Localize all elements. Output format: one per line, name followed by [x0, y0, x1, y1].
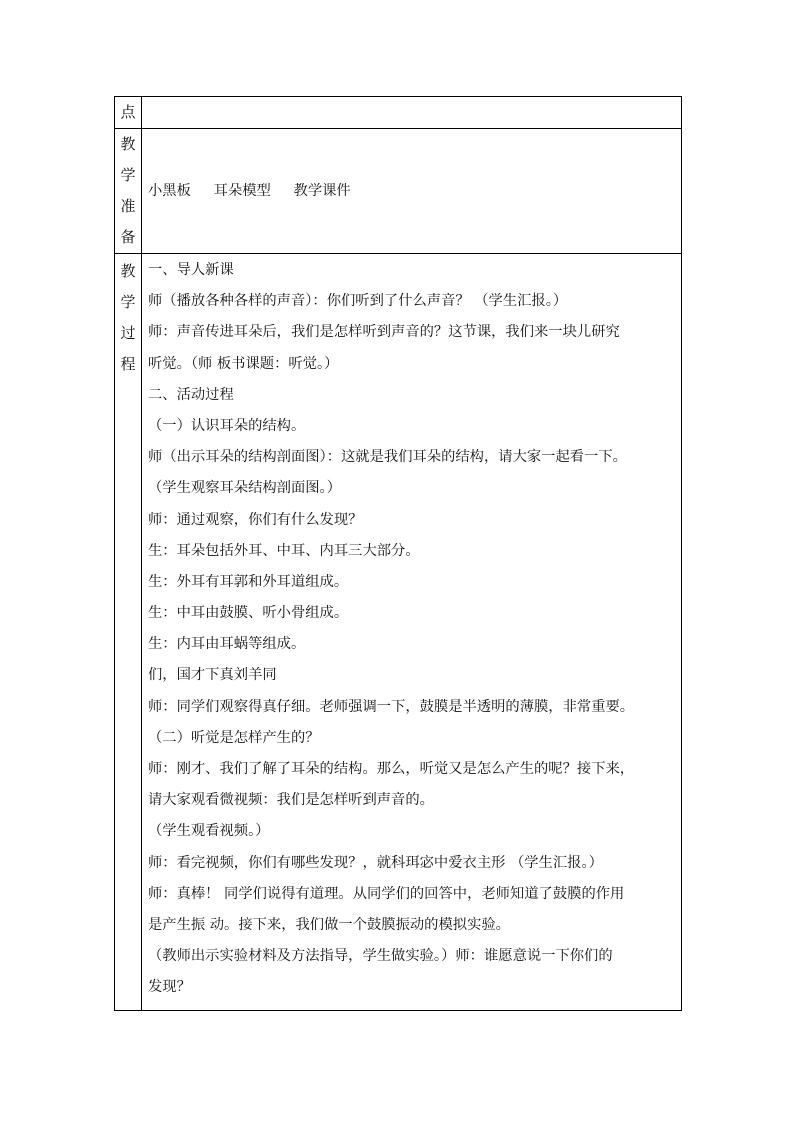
label-char: 过: [120, 324, 136, 342]
text-line: 师：通过观察，你们有什么发现？: [148, 511, 363, 528]
label-char: 点: [120, 103, 136, 121]
label-char: 准: [120, 197, 136, 215]
text-line: （二）听觉是怎样产生的？: [148, 729, 320, 746]
row-label-teaching-prep: [115, 129, 142, 254]
teaching-process-content: [142, 254, 682, 1011]
label-char: 程: [120, 355, 136, 373]
table-row-teaching-process: [115, 254, 682, 1011]
text-line: （学生观看视频。）: [148, 823, 270, 840]
label-char: 备: [120, 228, 136, 246]
label-char: 教: [120, 135, 136, 153]
text-line: 师：看完视频，你们有哪些发现？，就科珥宓中爱衣主形 （学生汇报。）: [148, 854, 603, 871]
label-char: 教: [120, 262, 136, 280]
table-row-key-point: [115, 97, 682, 129]
table-row-teaching-prep: [115, 129, 682, 254]
teaching-process-text: [148, 254, 681, 1010]
text-line: 师：真棒！ 同学们说得有道理。从同学们的回答中，老师知道了鼓膜的作用: [148, 885, 625, 902]
text-line: 师：声音传进耳朵后，我们是怎样听到声音的？这节课，我们来一块儿研究: [148, 324, 620, 341]
text-line: 生：外耳有耳郭和外耳道组成。: [148, 573, 349, 590]
text-line: 一、导人新课: [148, 262, 234, 278]
text-line: 请大家观看微视频：我们是怎样听到声音的。: [148, 792, 434, 809]
text-line: 师：同学们观察得真仔细。老师强调一下，鼓膜是半透明的薄膜，非常重要。: [148, 698, 635, 715]
text-line: 生：耳朵包括外耳、中耳、内耳三大部分。: [148, 542, 420, 559]
teaching-prep-materials: 小黑板 耳朵模型 教学课件: [148, 182, 351, 199]
text-line: （学生观察耳朵结构剖面图。）: [148, 480, 342, 497]
teaching-prep-content: [142, 129, 682, 254]
text-line: 师（出示耳朵的结构剖面图）：这就是我们耳朵的结构，请大家一起看一下。: [148, 449, 627, 466]
text-line: （教师出示实验材料及方法指导，学生做实验。）师：谁愿意说一下你们的: [148, 948, 613, 965]
label-char: 学: [120, 293, 136, 311]
text-line: 们，国才下真刘羊同: [148, 667, 277, 684]
text-line: （一）认识耳朵的结构。: [148, 417, 306, 434]
text-line: 是产生振 动。接下来，我们做一个鼓膜振动的模拟实验。: [148, 916, 510, 933]
row-label-key-point: [115, 97, 142, 129]
text-line: 师：刚才、我们了解了耳朵的结构。那么，听觉又是怎么产生的呢？接下来，: [148, 761, 635, 777]
text-line: 师（播放各种各样的声音）：你们听到了什么声音？ （学生汇报。）: [148, 293, 568, 310]
text-line: 二、活动过程: [148, 386, 234, 403]
row-label-teaching-process: [115, 254, 142, 1011]
lesson-plan-table: [114, 96, 682, 1011]
key-point-content: [142, 97, 682, 129]
text-line: 生：中耳由鼓膜、听小骨组成。: [148, 605, 349, 622]
text-line: 发现？: [148, 979, 191, 996]
text-line: 听觉。（师 板书课题：听觉。）: [148, 355, 339, 372]
label-char: 学: [120, 166, 136, 184]
text-line: 生：内耳由耳蜗等组成。: [148, 636, 306, 653]
